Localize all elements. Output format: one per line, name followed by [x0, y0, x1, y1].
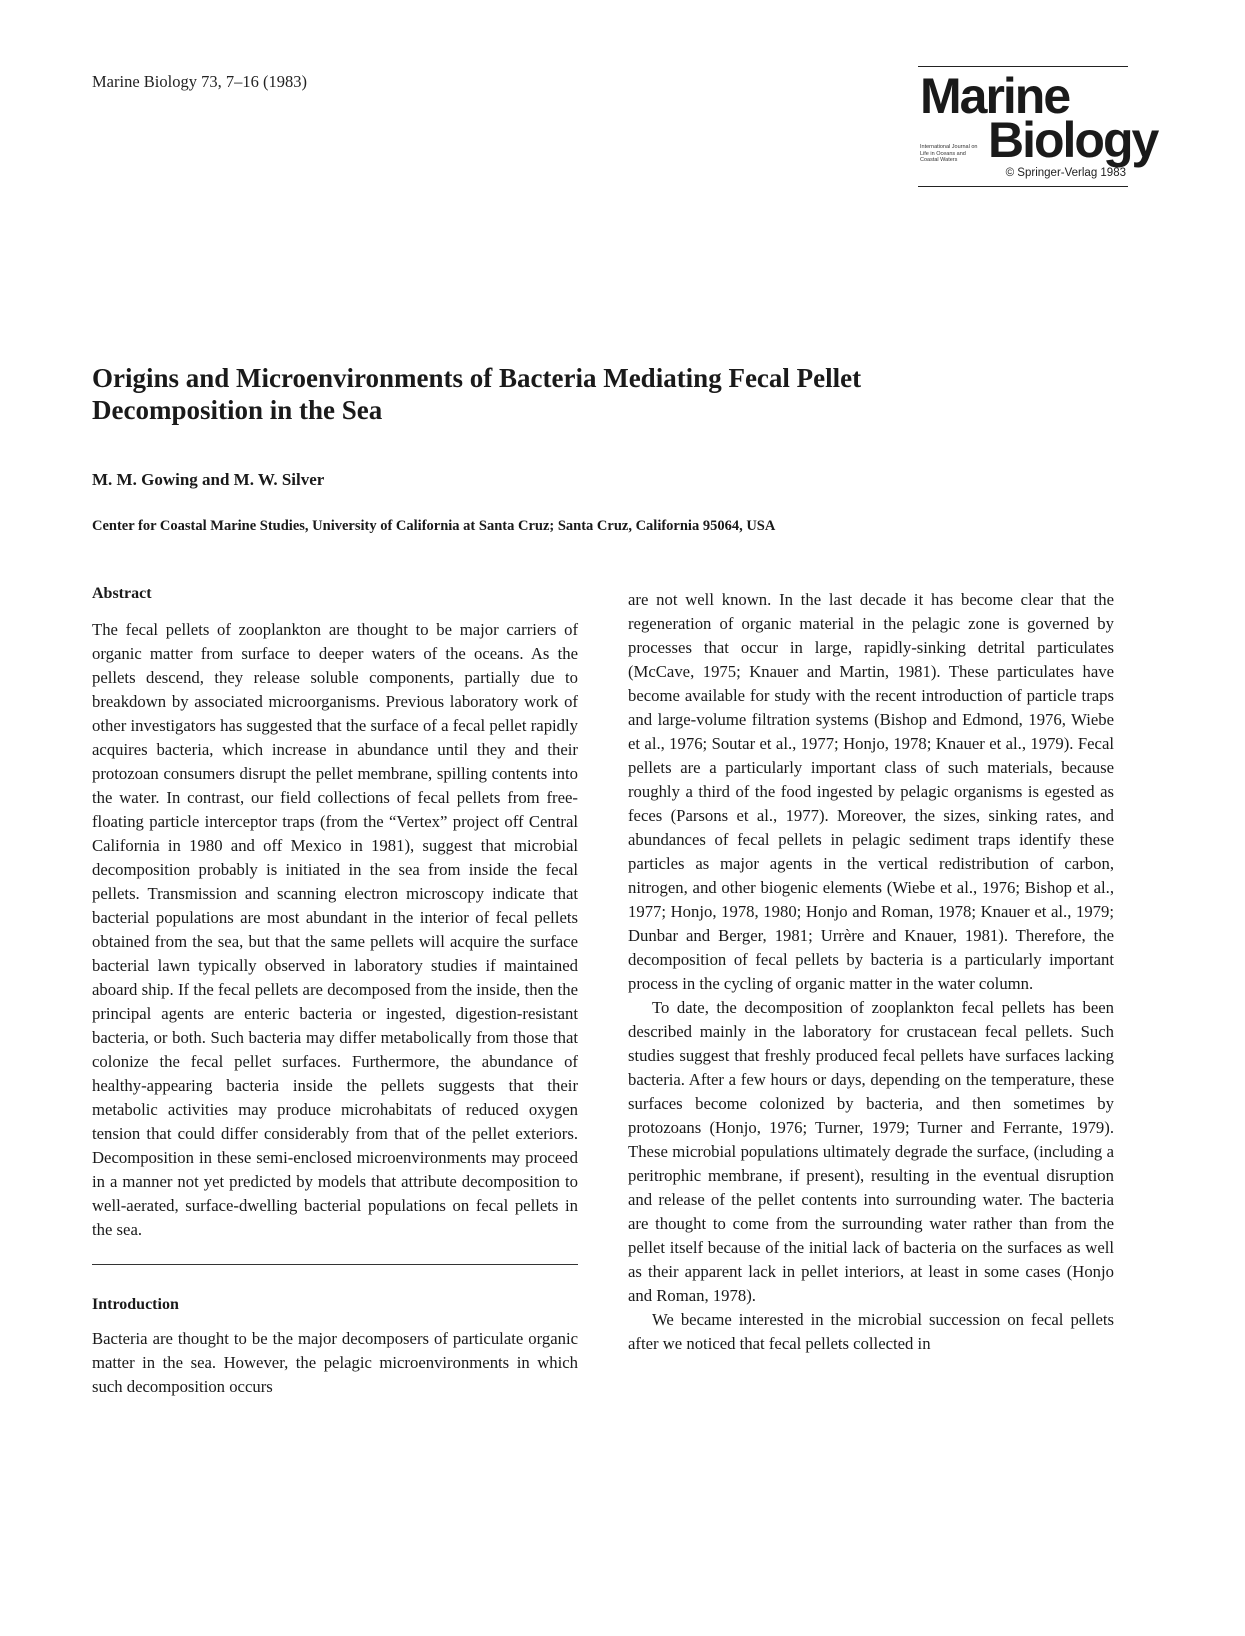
- abstract-text: The fecal pellets of zooplankton are thought to be major carriers of organic matter from surface to deeper waters of the oceans. As the pellets descend, they release soluble components, partially due to breakdown by associated microorganisms. Previous laboratory work of other investigators has suggested that the surface of a fecal pellet rapidly acquires bacteria, which increase in abundance until they and their protozoan consumers disrupt the pellet membrane, spilling contents into the water. In contrast, our field collections of fecal pellets from free-floating particle interceptor traps (from the “Vertex” project off Central California in 1980 and off Mexico in 1981), suggest that microbial decomposition probably is initiated in the sea from inside the fecal pellets. Transmission and scanning electron microscopy indicate that bacterial populations are most abundant in the interior of fecal pellets obtained from the sea, but that the same pellets will acquire the surface bacterial lawn typically observed in laboratory studies if maintained aboard ship. If the fecal pellets are decomposed from the inside, then the principal agents are enteric bacteria or ingested, digestion-resistant bacteria, or both. Such bacteria may differ metabolically from those that colonize the fecal pellet surfaces. Furthermore, the abundance of healthy-appearing bacteria inside the pellets suggests that their metabolic activities may produce microhabitats of reduced oxygen tension that could differ considerably from that of the pellet exteriors. Decomposition in these semi-enclosed microenvironments may proceed in a manner not yet predicted by models that attribute decomposition to well-aerated, surface-dwelling bacterial populations on fecal pellets in the sea.: [92, 620, 578, 1239]
- introduction-paragraph-1-start: Bacteria are thought to be the major decomposers of particulate organic matter in the sea. However, the pelagic microenvironments in which such decomposition occurs: [92, 1329, 578, 1396]
- right-column: [628, 588, 1114, 1356]
- journal-logo: [918, 66, 1158, 188]
- left-column: [92, 582, 578, 1399]
- introduction-paragraph-3: We became interested in the microbial succession on fecal pellets after we noticed that fecal pellets collected in: [628, 1310, 1114, 1353]
- article-title: Origins and Microenvironments of Bacteria Mediating Fecal Pellet Decomposition in the Sea: [92, 363, 862, 425]
- introduction-heading: Introduction: [92, 1296, 179, 1313]
- abstract-heading: Abstract: [92, 585, 152, 602]
- logo-bottom-rule: [918, 186, 1128, 187]
- logo-subtitle: International Journal on Life in Oceans and Coastal Waters: [920, 144, 978, 163]
- journal-citation: Marine Biology 73, 7–16 (1983): [92, 72, 307, 91]
- logo-top-rule: [918, 66, 1128, 67]
- section-divider: [92, 1264, 578, 1265]
- logo-word-biology: Biology: [988, 112, 1158, 168]
- article-authors: M. M. Gowing and M. W. Silver: [92, 470, 325, 489]
- author-affiliation: Center for Coastal Marine Studies, University of California at Santa Cruz; Santa Cruz, California 95064, USA: [92, 518, 776, 534]
- logo-word-marine: Marine: [920, 68, 1070, 124]
- logo-copyright: © Springer-Verlag 1983: [1005, 167, 1126, 179]
- introduction-paragraph-2: To date, the decomposition of zooplankton fecal pellets has been described mainly in the laboratory for crustacean fecal pellets. Such studies suggest that freshly produced fecal pellets have surfaces lacking bacteria. After a few hours or days, depending on the temperature, these surfaces become colonized by bacteria, and then sometimes by protozoans (Honjo, 1976; Turner, 1979; Turner and Ferrante, 1979). These microbial populations ultimately degrade the surface, (including a peritrophic membrane, if present), resulting in the eventual disruption and release of the pellet contents into surrounding water. The bacteria are thought to come from the surrounding water rather than from the pellet itself because of the initial lack of bacteria on the surfaces as well as their apparent lack in pellet interiors, at least in some cases (Honjo and Roman, 1978).: [628, 998, 1114, 1305]
- introduction-paragraph-1-continued: are not well known. In the last decade it has become clear that the regeneration of organic material in the pelagic zone is governed by processes that occur in large, rapidly-sinking detrital particulates (McCave, 1975; Knauer and Martin, 1981). These particulates have become available for study with the recent introduction of particle traps and large-volume filtration systems (Bishop and Edmond, 1976, Wiebe et al., 1976; Soutar et al., 1977; Honjo, 1978; Knauer et al., 1979). Fecal pellets are a particularly important class of such materials, because roughly a third of the food ingested by pelagic organisms is egested as feces (Parsons et al., 1977). Moreover, the sizes, sinking rates, and abundances of fecal pellets in pelagic sediment traps identify these particles as major agents in the vertical redistribution of carbon, nitrogen, and other biogenic elements (Wiebe et al., 1976; Bishop et al., 1977; Honjo, 1978, 1980; Honjo and Roman, 1978; Knauer et al., 1979; Dunbar and Berger, 1981; Urrère and Knauer, 1981). Therefore, the decomposition of fecal pellets by bacteria is a particularly important process in the cycling of organic matter in the water column.: [628, 590, 1114, 993]
